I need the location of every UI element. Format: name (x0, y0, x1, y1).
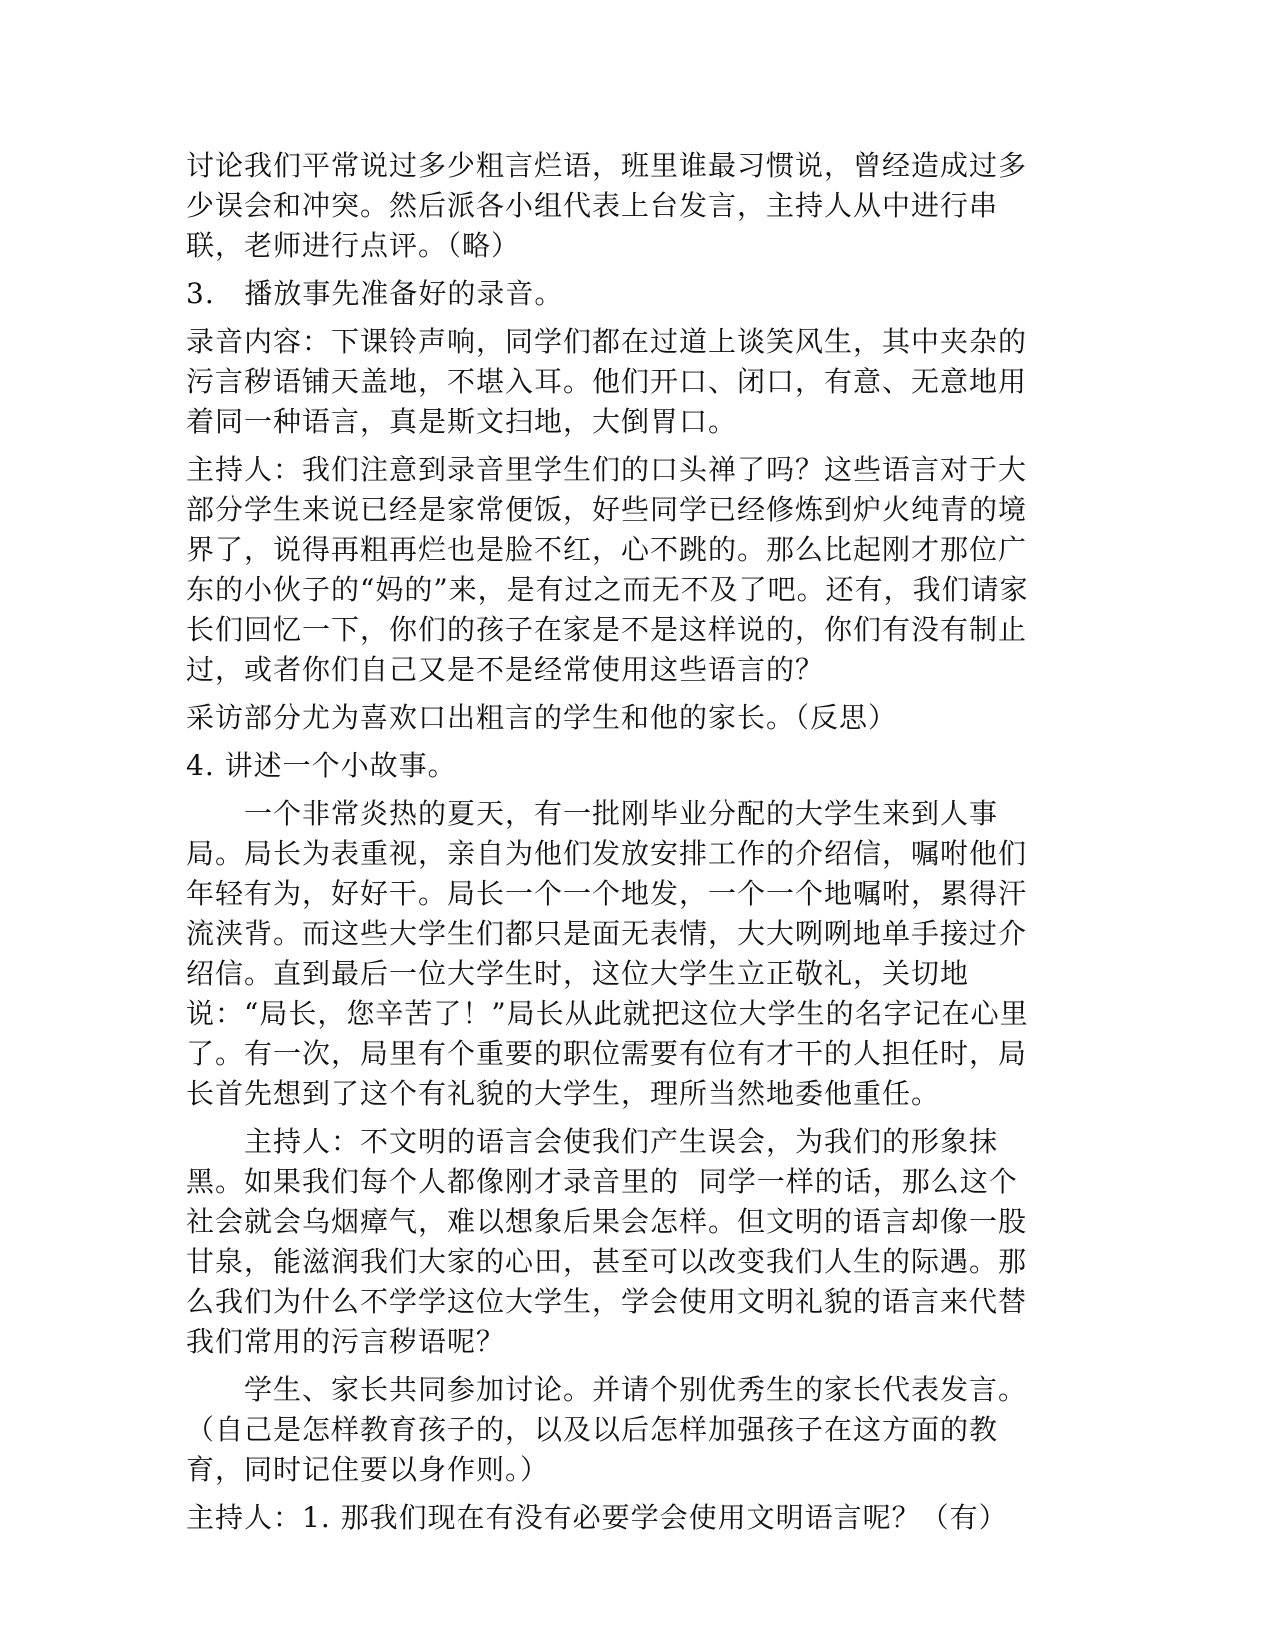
host-question-paragraph: 主持人：我们注意到录音里学生们的口头禅了吗？这些语言对于大部分学生来说已经是家常便饭，好些同学已经修炼到炉火纯青的境界了，说得再粗再烂也是脸不红，心不跳的。那么比起刚才那位广东的小伙子的“妈的”来，是有过之而无不及了吧。还有，我们请家长们回忆一下，你们的孩子在家是不是这样说的，你们有没有制止过，或者你们自己又是不是经常使用这些语言的？ (186, 453, 1029, 686)
document-body (186, 146, 1036, 1546)
interview-paragraph: 采访部分尤为喜欢口出粗言的学生和他的家长。（反思） (186, 701, 898, 734)
discussion-paragraph: 讨论我们平常说过多少粗言烂语，班里谁最习惯说，曾经造成过多少误会和冲突。然后派各小组代表上台发言，主持人从中进行串联，老师进行点评。（略） (186, 149, 1028, 262)
story-paragraph: 一个非常炎热的夏天，有一批刚毕业分配的大学生来到人事局。局长为表重视，亲自为他们发放安排工作的介绍信，嘱咐他们年轻有为，好好干。局长一个一个地发，一个一个地嘱咐，累得汗流浃背。而这些大学生们都只是面无表情，大大咧咧地单手接过介绍信。直到最后一位大学生时，这位大学生立正敬礼，关切地说：“局长，您辛苦了！”局长从此就把这位大学生的名字记在心里了。有一次，局里有个重要的职位需要有位有才干的人担任时，局长首先想到了这个有礼貌的大学生，理所当然地委他重任。 (186, 797, 1029, 1110)
step-3-heading: 3. 播放事先准备好的录音。 (186, 277, 564, 310)
host-final-question-paragraph: 主持人：1. 那我们现在有没有必要学会使用文明语言呢？（有） (186, 1501, 1008, 1534)
recording-content-paragraph: 录音内容：下课铃声响，同学们都在过道上谈笑风生，其中夹杂的污言秽语铺天盖地，不堪入耳。他们开口、闭口，有意、无意地用着同一种语言，真是斯文扫地，大倒胃口。 (186, 325, 1028, 438)
parent-discussion-paragraph: 学生、家长共同参加讨论。并请个别优秀生的家长代表发言。（自己是怎样教育孩子的，以及以后怎样加强孩子在这方面的教育，同时记住要以身作则。） (186, 1373, 1028, 1486)
host-reflection-paragraph: 主持人：不文明的语言会使我们产生误会，为我们的形象抹黑。如果我们每个人都像刚才录音里的 同学一样的话，那么这个社会就会乌烟瘴气，难以想象后果会怎样。但文明的语言却像一股甘泉，能滋润我们大家的心田，甚至可以改变我们人生的际遇。那么我们为什么不学学这位大学生，学会使用文明礼貌的语言来代替我们常用的污言秽语呢？ (186, 1125, 1028, 1358)
step-4-heading: 4. 讲述一个小故事。 (186, 749, 457, 782)
